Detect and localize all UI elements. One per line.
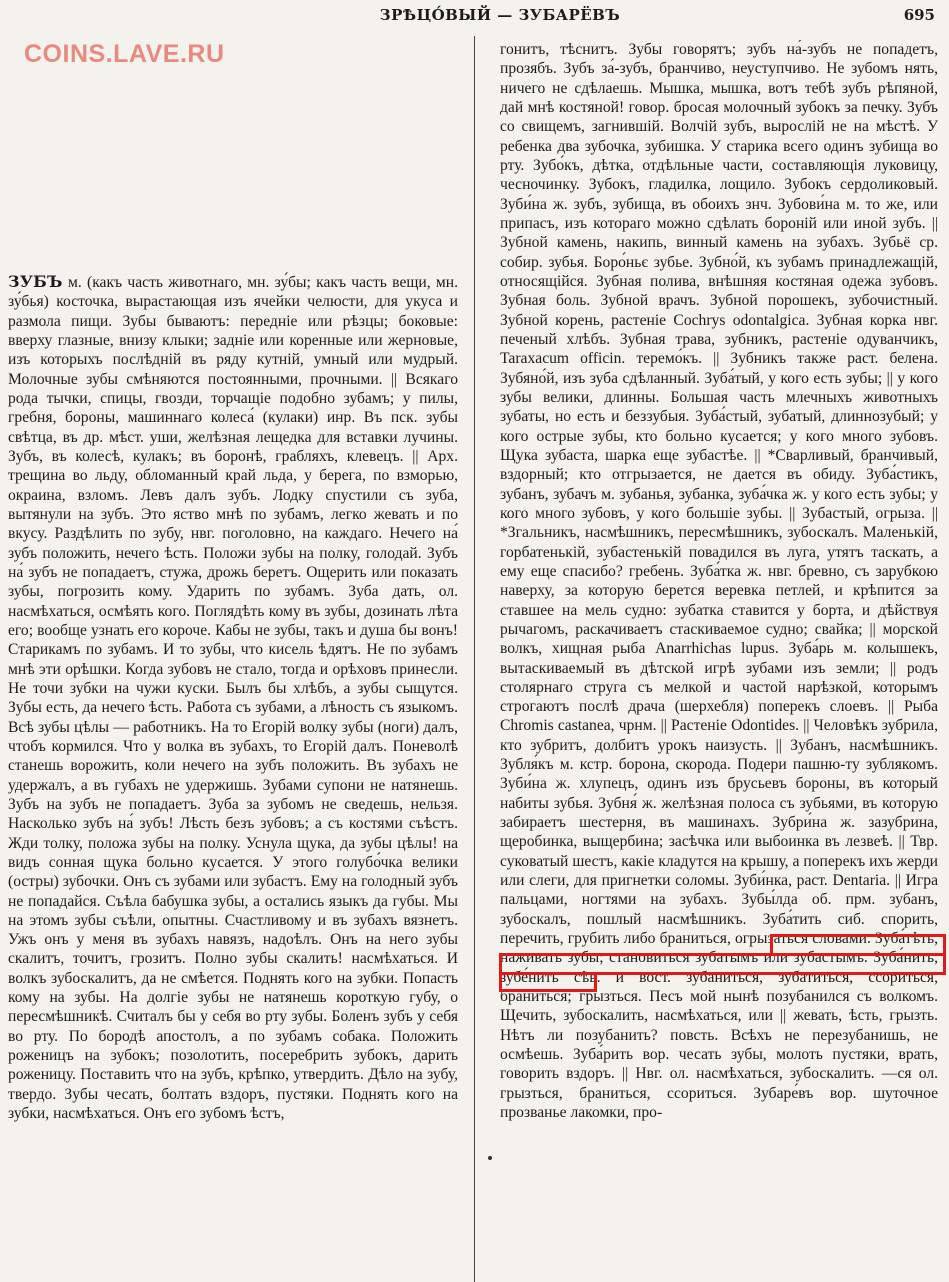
column-rule xyxy=(474,36,475,1282)
entry-text: м. (какъ часть животнаго, мн. зу́бы; какъ часть вещи, мн. зу́бья) косточка, вырастающая изъ ячейки челюсти, для укуса и размола пищи. Зубы бываютъ: передніе или рѣзцы; боковые: вверху глазные, внизу клыки; задніе или коренные или жерновые, изъ которыхъ послѣдній въ ряду кутній, умный или мудрый. Молочные зубы смѣняются постоянными, прочными. || Всякаго рода тычки, спицы, гвозди, торчащіе подобно зубамъ; у пилы, гребня, бороны, машиннаго колеса́ (кулаки) инр. Въ пск. зубы свѣтца, въ др. мѣст. уши, желѣзная лещедка для вставки лучины. Зубъ, въ колесѣ, кулакъ; въ боронѣ, грабляхъ, клевецъ. || Арх. трещина во льду, обломанный край льда, у берега, по взморью, окраина, взломъ. Левъ далъ зубъ. Лодку спустили съ зуба, вытянули на зубъ. Это яство мнѣ по зубамъ, легко жевать и по вкусу. Раздѣлить по зубу, нвг. поголовно, на каждаго. Нечего на́ зубъ положить, нечего ѣсть. Положи зубы на полку, голодай. Зубъ на́ зубъ не попадаетъ, стужа, дрожь беретъ. Ощерить или показать зубы, погрозить кому. Ударить по зубамъ. Зуба дать, ол. насмѣхаться, осмѣять кого. Поглядѣть кому въ зубы, дозинать лѣта его; вообще узнать его короче. Кабы не зубы, такъ и душа бы вонъ! Старикамъ по зубамъ. И то зубы, что кисель ѣдятъ. Не по зубамъ мнѣ эти орѣшки. Когда зубовъ не стало, тогда и орѣховъ принесли. Не точи зубки на чужи куски. Былъ бы хлѣбъ, а зубы сыщутся. Зубы есть, да нечего ѣсть. Работа съ зубами, а лѣность съ языкомъ. Всѣ зубы цѣлы — работникъ. На то Егорій волку зубы (ноги) далъ, чтобъ кормился. Что у волка въ зубахъ, то Егорій далъ. Поневолѣ станешь ворожить, коли нечего на зубъ положить. Въ зубахъ не удержалъ, а въ губахъ не удержишь. Зубами супони не натянешь. Зубъ на зубъ не попадаетъ. Зуба за зубомъ не сведешь, нельзя. Насколько зубъ на́ зубъ! Лѣсть безъ зубовъ; а съ костями съѣстъ. Жди толку, положа зубы на полку. Уснула щука, да зубы цѣлы! на видъ сонная щука больно кусается. У этого голубо́чка велики (остры) зубочки. Онъ съ зубами или зубастъ. Ему на голодный зубъ не попадайся. Съѣла бабушка зубы, а остались языкъ да губы. Мы на этомъ зубы съѣли, опытны. Счастливому и въ зубахъ вязнетъ. Ужъ онъ у меня въ зубахъ навязъ, надоѣлъ. Онъ на него зубы скалитъ, точитъ, грозитъ. Полно зубы скалить! насмѣхаться. И волкъ зубоскалитъ, да не смѣется. Поднять кого на зубки. Попасть кому на зубы. На долгіе зубы не натянешь короткую губу, о пересмѣшникѣ. Считалъ бы у себя во рту зубы. Боленъ зубъ у себя во рту. По бородѣ апостолъ, а по зубамъ собака. Положить роженицъ на зубокъ; позолотить, посеребрить зубокъ, дарить роженицу. Поставить что на зубъ, крѣпко, утвердить. Дѣло на зубу, твердо. Зубы чесать, болтать вздоръ, пустяки. Поднять кого на зубки, насмѣхаться. Онъ его зубомъ ѣстъ, xyxy=(8,274,458,1123)
right-column xyxy=(500,40,938,1280)
page-number: 695 xyxy=(903,6,935,24)
print-speck xyxy=(488,1156,492,1160)
text-after-highlight: || Твр. суковатый шестъ, какіе кладутся на крышу, а поперекъ ихъ жерди или слеги, для пригнетки соломы. Зуби́нка, раст. Dentaria. || Игра пальцами, ногтями на зубахъ. Зубы́лда об. прм. зубанъ, зубоскалъ, пошлый насмѣшникъ. Зуба́тить сиб. спорить, перечить, грубить либо браниться, огрызаться словами. Зуба́тѣть, наживать зубы; становиться зубатымъ или зубастымъ. Зуба́нить, зубе́нить сѣв. и вост. зубаниться, зубатиться, ссориться, браниться; грызться. Песъ мой нынѣ позубанился съ волкомъ. Щечить, зубоскалить, насмѣхаться, или || жевать, ѣсть, грызть. Нѣтъ ли позубанить? повсть. Всѣхъ не перезубанишь, не осмѣешь. Зуба́рить вор. чесать зубы, молоть пустяки, врать, говорить вздоръ. || Нвг. ол. насмѣхаться, зубоскалить. —ся ол. грызться, браниться, ссориться. Зубаре́въ вор. шуточное прозванье лакомки, про- xyxy=(500,833,938,1122)
entry-headword: ЗУБЪ xyxy=(8,272,63,291)
watermark: COINS.LAVE.RU xyxy=(24,40,225,68)
running-head: ЗРѢЦО́ВЫЙ — ЗУБАРЁВЪ xyxy=(379,6,621,24)
entry-zub xyxy=(8,272,458,1123)
left-column xyxy=(8,272,458,1280)
text-before-highlight: гонитъ, тѣснитъ. Зубы говорятъ; зубъ на́-зубъ не попадетъ, прозябъ. Зубъ за́-зубъ, бранчиво, неуступчиво. Не зубомъ нять, ничего не сдѣлаешь. Мышка, мышка, вотъ тебѣ зубъ рѣпяной, дай мнѣ костяной! говор. бросая молочный зубокъ за печку. Зубъ со свищемъ, загнившій. Волчій зубъ, вырослій не на мѣстѣ. У ребенка два зубочка, зубишка. У старика всего одинъ зубища во рту. Зубо́къ, дѣтка, отдѣльные части, составляющія луковицу, чесночинку. Зубокъ, гладилка, лощило. Зубокъ сердоликовый. Зуби́на ж. зубъ, зубища, въ обоихъ знч. Зубови́на м. то же, или припасъ, изъ котораго можно сдѣлать бороній или иной зубъ. || Зубной камень, накипь, винный камень на зубахъ. Зубьё ср. собир. зубья. Боро́ньє зубье. Зубно́й, къ зубамъ принадлежащій, относящійся. Зубная полива, внѣшняя костяная одежа зубовъ. Зубная боль. Зубной врачъ. Зубной порошекъ, зубочистный. Зубной корень, растеніе Cochrys odontalgica. Зубная корка нвг. печеный хлѣбъ. Зубная трава, зубникъ, растеніе одуванчикъ, Taraxacum officin. теремо́къ. || Зубникъ также раст. белена. Зубяно́й, изъ зуба сдѣланный. Зуба́тый, у кого есть зубы; || у кого зубы велики, длинны. Большая часть млечныхъ животныхъ зубаты, но есть и беззубыя. Зуба́стый, зубатый, длиннозубый; у кого острые зубы, кто больно кусается; у кого много зубовъ. Щука зубаста, шарка еще зубастѣе. || *Сварливый, бранчивый, вздорный; кто отгрызается, не дается въ обиду. Зуба́стикъ, зубанъ, зубачъ м. зубанья, зубанка, зуба́чка ж. у кого есть зубы; у кого много зубовъ, у кого большіе зубы. || Зубастый, огрыза. || *Згальникъ, насмѣшникъ, пересмѣшникъ, зубоскалъ. Маленькій, горбатенькій, зубастенькій повадился въ луга, утятъ таскать, а ему еще спасибо? гребень. Зуба́тка ж. нвг. бревно, съ зарубкою наверху, за которую берется веревка петлей, и крѣпится за ставшее на мель судно: зубатка ставится у борта, и дѣйствуя рычагомъ, раскачиваетъ стаскиваемое судно; свайка; || морской волкъ, хищная рыба Anarrhichas lupus. Зуба́рь м. колышекъ, вытаскиваемый въ дѣтской игрѣ зубами изъ земли; || родъ столярнаго струга съ мелкой и частой нарѣзкой, которымъ строгаютъ послѣ драча (шерхебля) поперекъ слоевъ. || Рыба Chromis castanea, чрнм. || Растеніе Odontides. || Человѣкъ зубрила, кто зубритъ, долбитъ урокъ наизусть. || Зубанъ, насмѣшникъ. Зубля́къ м. кстр. борона, скорода. Подери пашню-ту зублякомъ. Зуби́на ж. хлупецъ, одинъ изъ брусьевъ бороны, въ который набиты зубья. Зубня́ ж. желѣзная полоса съ зубьями, въ которую забираетъ шестерня, въ машинахъ. xyxy=(500,41,938,832)
right-column-body xyxy=(500,40,938,1122)
highlighted-entry: Зубри́на ж. зазубрина, щеробинка, выщербина; засѣчка или выбоинка въ лезвеѣ. xyxy=(500,814,938,851)
